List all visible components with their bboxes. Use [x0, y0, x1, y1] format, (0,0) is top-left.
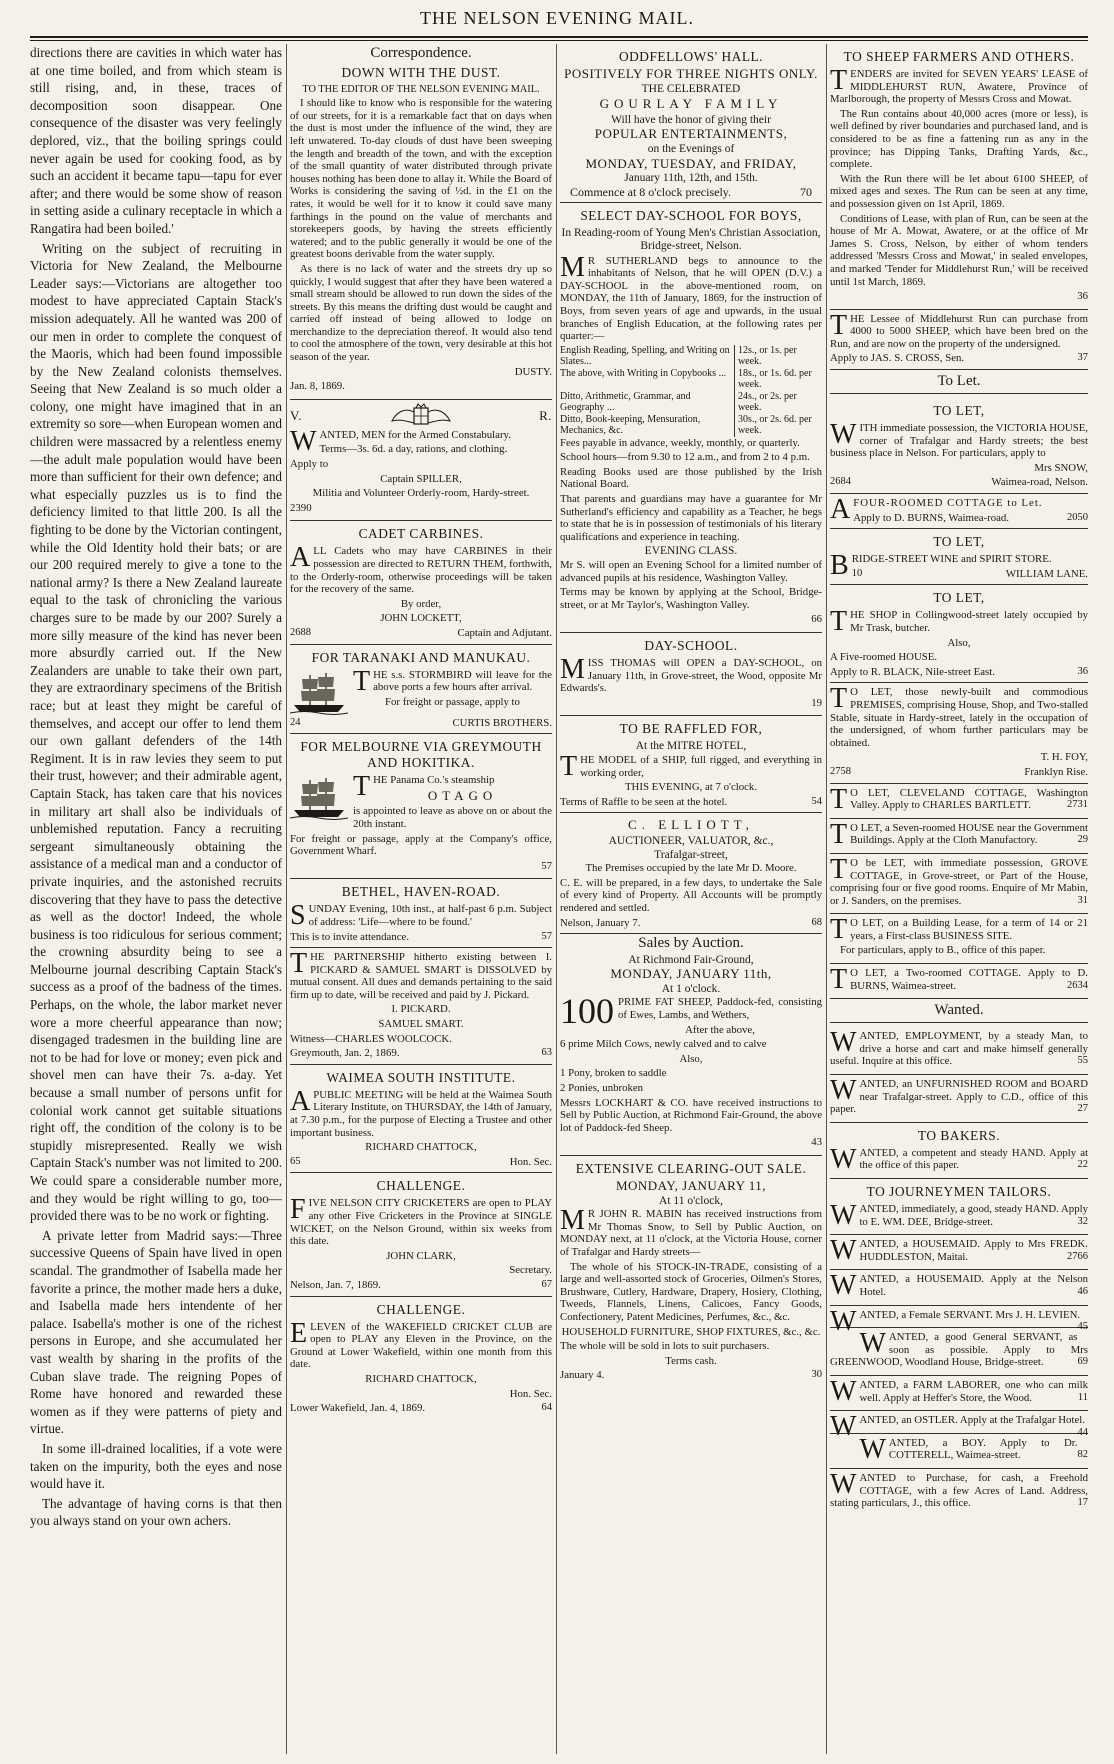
ad-subheading: At the MITRE HOTEL, — [635, 740, 747, 753]
ad-date: January 4. — [560, 1369, 605, 1382]
ad-body: HE Panama Co.'s steamship — [373, 774, 495, 787]
ad-to-let-cleveland — [830, 784, 1088, 819]
ad-paragraph: That parents and guardians may have a guarantee for Mr Sutherland's efficiency and capability as a Teacher, he begs to state that he is in possession of testimonials of his literary qualifications and experience in teaching. — [560, 493, 822, 543]
fee-subject: English Reading, Spelling, and Writing on Slates... — [560, 344, 730, 368]
drop-cap: W — [859, 1328, 886, 1360]
ad-body: LL Cadets who may have CARBINES in their possession are directed to RETURN THEM, forthwith, to the Orderly-room, otherwise proceedings will be taken for the recovery of the same. — [290, 545, 552, 596]
letter-salutation: TO THE EDITOR OF THE NELSON EVENING MAIL. — [302, 83, 540, 95]
ad-apply: Apply to R. BLACK, Nile-street East. — [830, 665, 995, 678]
fee-subject: The above, with Writing in Copybooks ... — [560, 367, 727, 379]
drop-cap: T — [830, 309, 848, 341]
ad-waimea-institute — [290, 1065, 552, 1174]
section-heading: Correspondence. — [370, 45, 472, 61]
ad-number: 55 — [1077, 1055, 1088, 1067]
ad-number: 64 — [541, 1402, 552, 1414]
ad-number: 68 — [811, 916, 822, 928]
drop-cap: W — [830, 1468, 857, 1500]
ad-body: ANTED to Purchase, for cash, a Freehold COTTAGE, with a few Acres of Land. Address, stating particulars, J., this office. — [830, 1471, 1088, 1510]
column-correspondence — [290, 44, 552, 1754]
article-paragraph: In some ill-drained localities, if a vote were taken on the impurity, both the eyes and nose would have it. — [30, 1440, 282, 1492]
ad-body: HE Lessee of Middlehurst Run can purchase from 4000 to 5000 SHEEP, which have been bred on the Run, and are now on the property of the undersigned. — [830, 312, 1088, 350]
ad-body: O LET, on a Building Lease, for a term of 14 or 21 years, a First-class BUSINESS SITE. — [850, 917, 1088, 942]
ad-line: After the above, — [685, 1023, 755, 1036]
drop-cap: B — [830, 550, 849, 582]
drop-cap: T — [830, 853, 848, 885]
correspondence-letter — [290, 44, 552, 400]
ad-heading: EXTENSIVE CLEARING-OUT SALE. — [575, 1161, 807, 1176]
ad-heading: CHALLENGE. — [376, 1178, 466, 1194]
ad-number: 29 — [1077, 834, 1088, 846]
ad-body: ANTED, a FARM LABORER, one who can milk well. Apply at Heffer's Store, the Wood. — [859, 1378, 1088, 1404]
ad-body: O LET, those newly-built and commodious PREMISES, comprising House, Shop, and Two-stalled Stable, situate in Hardy-street, lately in the occupation of the undersigned, of whom further particulars may be obtained. — [830, 686, 1088, 749]
drop-cap: F — [290, 1194, 306, 1226]
ad-to-let-shop — [830, 585, 1088, 683]
ad-subheading: POSITIVELY FOR THREE NIGHTS ONLY. — [564, 66, 818, 81]
drop-cap: T — [830, 914, 848, 946]
drop-cap: W — [830, 1075, 857, 1107]
ship-icon — [290, 774, 348, 820]
drop-cap: A — [290, 1085, 311, 1117]
ad-contact-name: Captain SPILLER, — [380, 472, 462, 485]
ad-address: Waimea-road, Nelson. — [991, 476, 1088, 489]
ad-contact-name: CURTIS BROTHERS. — [452, 716, 552, 729]
ad-signatory: I. PICKARD. — [391, 1003, 451, 1016]
table-row — [560, 414, 822, 437]
ad-to-let-victoria — [830, 398, 1088, 494]
ad-wanted-general-servant — [830, 1328, 1088, 1376]
ad-by-order: By order, — [400, 597, 442, 610]
drop-cap: W — [830, 419, 857, 451]
ad-heading: CHALLENGE. — [376, 1301, 466, 1317]
ad-number: 2390 — [290, 501, 312, 514]
ad-body: is appointed to leave as above on or about the 20th instant. — [353, 805, 552, 830]
article-paragraph: A private letter from Madrid says:—Three successive Queens of Spain have lived in open scandal. The grandmother of Isabella made her favorite a prince, the mother made hers a duke, and Isabella made hers intendente of her palace. Isabella's mother is one of the richest persons in Europe, and she accumulated her vast wealth by sharing in the profits of the Cuban slave trade. The reigning Popes of Rome have honored and rewarded these women as if they were patterns of piety and virtue. — [30, 1227, 282, 1437]
ad-number: 63 — [541, 1047, 552, 1059]
ad-line: Also, — [679, 1052, 703, 1065]
ad-contact-name: RICHARD CHATTOCK, — [365, 1141, 477, 1154]
fee-subject: Ditto, Book-keeping, Mensuration, Mechanics, &c. — [560, 413, 701, 437]
ad-line: THE CELEBRATED — [641, 82, 741, 95]
drop-cap: T — [830, 818, 848, 850]
ad-role: Secretary. — [509, 1264, 552, 1277]
ad-heading: ODDFELLOWS' HALL. — [618, 49, 764, 64]
ad-wanted-bakers — [830, 1123, 1088, 1179]
ad-date: MONDAY, JANUARY 11th, — [610, 966, 772, 982]
ad-time: At 1 o'clock. — [661, 982, 721, 995]
ad-body: ANTED, a BOY. Apply to Dr. COTTERELL, Waimea-street. — [888, 1436, 1078, 1462]
ad-apply: Apply to D. BURNS, Waimea-road. — [853, 511, 1010, 524]
column-divider — [286, 44, 287, 1754]
ad-to-let-grove-cottage — [830, 854, 1088, 914]
drop-cap: A — [830, 494, 851, 526]
ad-day-school — [560, 633, 822, 716]
ad-number: 2050 — [1067, 511, 1088, 523]
ad-wanted-tailors — [830, 1179, 1088, 1235]
drop-cap: T — [353, 665, 371, 697]
ad-place: At Richmond Fair-Ground, — [628, 953, 754, 966]
letter-date: Jan. 8, 1869. — [290, 380, 345, 393]
ad-body: ITH immediate possession, the VICTORIA HOUSE, corner of Trafalgar and Hardy streets; the best business place in Nelson. For particulars, apply to — [830, 422, 1088, 460]
drop-cap: W — [830, 1027, 857, 1059]
ad-contact-name: WILLIAM LANE. — [1005, 567, 1088, 580]
ad-heading: TO LET, — [933, 403, 985, 419]
ad-freight: For freight or passage, apply at the Company's office, Government Wharf. — [290, 832, 552, 858]
section-heading-to-let: To Let. — [830, 373, 1088, 394]
ad-contact-name: JOHN CLARK, — [386, 1249, 456, 1262]
ad-select-day-school — [560, 203, 822, 633]
ad-to-let-four-roomed — [830, 494, 1088, 529]
royal-arms-icon — [386, 403, 456, 429]
ad-number: 11 — [1077, 1391, 1088, 1403]
article-paragraph: Writing on the subject of recruiting in Victoria for New Zealand, the Melbourne Leader says:—Victorians are altogether too modest to have appreciated Captain Stack's mission adequately. All he wanted was 200 of our men in order to complete the conquest of the Maoris, which had been found impossible by the New Zealand colonists themselves. Seeing that New Zealand is so much older a colony, one might have imagined that in an extremity so sore—when European women and children were massacred by a relentless enemy—the adult male population would have been more than sufficient for their own defence; and what especially puzzles us is to find the deficiency limited to that little 200. Is all the fighting to be done by the Victorian contingent, while the Old Identity hold their bats; or are our 200 required merely to give a tone to the national army? Is there a New Zealand laureate equal to the task of chronicling the various charges sure to be made by our 200? Surely a more silly measure of the kind has never been more absurdly carried out. If the New Zealanders are unable to take their own part, they are extraordinary specimens of the British race; but at least they might be careful of themselves, and accept our offer to lend them our own gallant defenders of the 14th Regiment. It is in raw levies they seem to put their trust, however; and their admirable agent, Captain Stack, has taken care that his novices in military art shall also be individuals of unblemished reputation. Fancy a recruiting sergeant simultaneously obtaining the assistance of a medical man and a conductor of private inquiries, and the astonished recruits discovering that they have to pass the detective as well as the doctor! Indeed, the whole business is too ridiculous for serious comment; the crowning absurdity being to see a Melbourne journal describing Captain Stack's success as a proof of the badness of the times. Perhaps, on the whole, the labor market never wore a more cheerful appearance than now; disengaged tradesmen in the building line are not to be had for love or money; even pick and shovel men can have their 7s. a-day. Yet because a small number of persons unfit for colonial work cannot get suitable situations right off, the condition of the colony is to be stupidly misrepresented. Really we wish Captain Stack's number was not limited to 200. We could spare a considerable number more, and they would be right willing to go, too—provided there was to be no work or fighting. — [30, 240, 282, 1224]
ad-signatory: SAMUEL SMART. — [378, 1018, 464, 1031]
ad-number: 44 — [1077, 1426, 1088, 1438]
drop-cap: M — [560, 654, 585, 685]
fee-rate: 24s., or 2s. per week. — [734, 391, 822, 414]
ad-number: 65 — [290, 1155, 301, 1167]
ad-subheading: EVENING CLASS. — [644, 545, 738, 558]
ad-number: 27 — [1077, 1103, 1088, 1115]
drop-cap: E — [290, 1317, 308, 1349]
ad-body: O LET, a Two-roomed COTTAGE. Apply to D. BURNS, Waimea-street. — [850, 967, 1088, 992]
ad-wanted-freehold — [830, 1469, 1088, 1516]
ad-body: ANTED, a competent and steady HAND. Apply at the office of this paper. — [859, 1146, 1088, 1172]
ad-paragraph: Fees payable in advance, weekly, monthly, or quarterly. — [560, 436, 800, 449]
ad-body: ANTED, an UNFURNISHED ROOM and BOARD near Trafalgar-street. Apply to C.D., office of this paper. — [830, 1078, 1088, 1116]
ad-sheep-farmers — [830, 44, 1088, 310]
article-paragraph: The advantage of having corns is that then you always stand on your own achers. — [30, 1495, 282, 1529]
ad-number: 36 — [1077, 665, 1088, 677]
drop-cap: T — [290, 948, 308, 980]
table-row — [560, 391, 822, 414]
ad-paragraph: Reading Books used are those published by the Irish National Board. — [560, 465, 822, 491]
ad-contact-name: JOHN LOCKETT, — [380, 612, 462, 625]
drop-cap: W — [830, 1143, 857, 1175]
ad-body: R SUTHERLAND begs to announce to the inhabitants of Nelson, that he will OPEN (D.V.) a DAY-SCHOOL in the above-mentioned room, on MONDAY, the 11th of January, 1869, for the instruction of Boys, from seven years of age and upwards, in the usual branches of English Education, at the following rates per quarter:— — [560, 254, 822, 343]
ad-wanted-employment — [830, 1027, 1088, 1075]
letter-paragraph: As there is no lack of water and the streets dry up so quickly, I would suggest that after they have been watered a small stream should be allowed to run down the sides of the streets. By this means the drifting dust would be caught and carried off instead of being allowed to lodge on merchandize to the depreciation thereof. It would also tend to cool the atmosphere of the town, very desirable at this hot season of the year. — [290, 262, 552, 364]
drop-cap: A — [290, 542, 311, 574]
ad-wanted-farm-laborer — [830, 1376, 1088, 1411]
ad-body: PUBLIC MEETING will be held at the Waimea South Literary Institute, on THURSDAY, the 14th of January, at 7.30 p.m., for the purpose of Electing a Trustee and other important business. — [290, 1088, 552, 1139]
ad-heading: SELECT DAY-SCHOOL FOR BOYS, — [580, 208, 802, 224]
ad-terms: Terms—3s. 6d. a day, rations, and clothing. — [319, 443, 508, 456]
ad-number: 43 — [811, 1136, 822, 1149]
ad-heading: TO LET, — [933, 534, 985, 550]
ad-performers: GOURLAY FAMILY — [599, 96, 783, 112]
ad-number: 2766 — [1067, 1250, 1088, 1262]
ad-days: MONDAY, TUESDAY, and FRIDAY, — [585, 155, 797, 171]
ad-paragraph: Conditions of Lease, with plan of Run, can be seen at the house of Mr A. Mowat, Awatere, or at the office of Mr James S. Cross, Nelson, by either of whom tenders addressed 'Messrs Cross and Mowat,' in sealed envelopes, and marked 'Tender for Middlehurst Run,' will be received until 1st March, 1869. — [830, 212, 1088, 288]
ad-number: 57 — [541, 859, 552, 872]
ad-number: 10 — [851, 567, 863, 579]
royal-cipher-left: V. — [290, 407, 302, 423]
ad-body: ANTED, a HOUSEMAID. Apply at the Nelson Hotel. — [859, 1273, 1088, 1298]
ad-body: ENDERS are invited for SEVEN YEARS' LEASE of MIDDLEHURST RUN, Awatere, Province of Marlborough, the property of Messrs Cross and Mowat. — [830, 68, 1088, 106]
ad-wanted-housemaid-hotel — [830, 1270, 1088, 1305]
ad-taranaki — [290, 645, 552, 735]
ad-number: 45 — [1077, 1321, 1088, 1333]
ad-line: POPULAR ENTERTAINMENTS, — [594, 126, 788, 142]
ad-body: FOUR-ROOMED COTTAGE to Let. — [853, 497, 1043, 510]
drop-cap: W — [830, 1375, 857, 1407]
section-heading-wanted: Wanted. — [830, 1002, 1088, 1023]
ad-paragraph: The Run contains about 40,000 acres (more or less), is well defined by river boundaries and purchased land, and is considered to be as fine a fattening run as any in the province; has Dipping Tanks, Drafting Yards, &c., complete. — [830, 107, 1088, 171]
ad-contact-name: Mrs SNOW, — [1034, 461, 1088, 474]
ad-number: 82 — [1077, 1449, 1088, 1461]
masthead-title: THE NELSON EVENING MAIL. — [420, 8, 694, 28]
ad-line: 2 Ponies, unbroken — [560, 1082, 644, 1095]
ad-body: HE MODEL of a SHIP, full rigged, and everything in working order, — [580, 753, 822, 779]
lot-quantity: 100 — [560, 991, 614, 1032]
ad-number: 32 — [1077, 1215, 1088, 1227]
ad-invite: This is to invite attendance. — [290, 930, 410, 943]
ad-body: ANTED, immediately, a good, steady HAND. Apply to E. WM. DEE, Bridge-street. — [859, 1203, 1088, 1228]
ad-number: 30 — [811, 1369, 822, 1381]
ad-place-date: Nelson, Jan. 7, 1869. — [290, 1278, 381, 1291]
ad-number: 2731 — [1067, 799, 1088, 811]
ad-number: 67 — [541, 1278, 552, 1290]
drop-cap: W — [830, 1235, 857, 1267]
ad-premises: The Premises occupied by the late Mr D. Moore. — [585, 862, 797, 875]
ad-auction-sheep — [560, 934, 822, 1156]
ad-apply: Apply to — [290, 458, 329, 471]
ad-body: O be LET, with immediate possession, GROVE COTTAGE, in Grove-street, or Part of the House, comprising four or five good rooms. Enquire of Mr Mabin, or J. Sanders, on the premises. — [830, 856, 1088, 907]
masthead-rule-thin — [30, 40, 1088, 41]
drop-cap: W — [859, 1433, 886, 1465]
ad-apply: Apply to JAS. S. CROSS, Sen. — [830, 352, 965, 365]
ad-heading: TO LET, — [933, 590, 985, 606]
ad-date: MONDAY, JANUARY 11, — [615, 1178, 767, 1193]
ad-subheading: In Reading-room of Young Men's Christian Association, Bridge-street, Nelson. — [561, 227, 821, 252]
ad-contact-name: RICHARD CHATTOCK, — [365, 1372, 477, 1385]
ad-body: C. E. will be prepared, in a few days, to undertake the Sale of every kind of Property. All Accounts will be promptly rendered and settled. — [560, 876, 822, 914]
ad-heading: WAIMEA SOUTH INSTITUTE. — [326, 1069, 516, 1085]
ad-number: 54 — [811, 795, 822, 807]
ad-subheading: AUCTIONEER, VALUATOR, &c., — [608, 834, 774, 847]
ad-wanted-housemaid — [830, 1235, 1088, 1270]
drop-cap: T — [353, 771, 371, 803]
ad-cadet-carbines — [290, 521, 552, 644]
ad-body: ANTED, an OSTLER. Apply at the Trafalgar Hotel. — [859, 1414, 1085, 1427]
ad-number: 2634 — [1067, 979, 1088, 991]
ad-line: The whole will be sold in lots to suit purchasers. — [560, 1340, 770, 1353]
ship-icon — [290, 669, 348, 715]
ad-body: O LET, a Seven-roomed HOUSE near the Government Buildings. Apply at the Cloth Manufactory. — [850, 821, 1088, 847]
drop-cap: M — [560, 251, 585, 283]
ad-paragraph: School hours—from 9.30 to 12 a.m., and from 2 to 4 p.m. — [560, 451, 810, 464]
ad-body: UNDAY Evening, 10th inst., at half-past 6 p.m. Subject of address: 'Life—where to be found.' — [308, 903, 552, 928]
table-row — [560, 368, 822, 391]
drop-cap: W — [830, 1411, 857, 1443]
ad-number: 31 — [1077, 894, 1088, 906]
ad-wanted-boy — [830, 1434, 1088, 1469]
ad-paragraph: With the Run there will be let about 6100 SHEEP, of mixed ages and sexes. The Run can be seen at any time, and possession given on 1st April, 1869. — [830, 172, 1088, 210]
ad-line: 6 prime Milch Cows, newly calved and to calve — [560, 1038, 767, 1051]
ad-body: ANTED, a Female SERVANT. Mrs J. H. LEVIEN. — [859, 1308, 1081, 1321]
ad-lessee — [830, 310, 1088, 370]
ad-terms: Terms of Raffle to be seen at the hotel. — [560, 795, 728, 808]
ad-number: 36 — [1077, 290, 1088, 303]
ad-to-let-premises — [830, 683, 1088, 783]
drop-cap: M — [560, 1205, 585, 1237]
ad-body: HE SHOP in Collingwood-street lately occupied by Mr Trask, butcher. — [850, 609, 1088, 634]
ad-number: 19 — [811, 696, 822, 709]
ad-paragraph: For particulars, apply to B., office of this paper. — [840, 944, 1046, 957]
column-classifieds — [830, 44, 1088, 1754]
ad-number: 22 — [1077, 1159, 1088, 1171]
ad-commence: Commence at 8 o'clock precisely. — [570, 184, 731, 199]
ad-dates: January 11th, 12th, and 15th. — [624, 172, 758, 185]
column-divider — [556, 44, 557, 1754]
letter-signature: DUSTY. — [514, 365, 552, 378]
ad-number: 17 — [1077, 1497, 1088, 1509]
royal-cipher-right: R. — [539, 407, 552, 423]
ad-body: IVE NELSON CITY CRICKETERS are open to PLAY any other Five Cricketers in the Province at SINGLE WICKET, on the Nelson Ground, within six weeks from this date. — [290, 1197, 552, 1248]
ad-number: 70 — [800, 184, 812, 199]
ad-number: 2684 — [830, 476, 851, 488]
ad-body: HE PARTNERSHIP hitherto existing between I. PICKARD & SAMUEL SMART is DISSOLVED by mutual consent. All dues and demands pertaining to the said firm up to date, will be received and paid by J. Pickard. — [290, 951, 552, 1001]
ad-body: O LET, CLEVELAND COTTAGE, Washington Valley. Apply to CHARLES BARTLETT. — [850, 786, 1088, 812]
letter-title: DOWN WITH THE DUST. — [341, 64, 501, 80]
ad-to-let-building-lease — [830, 914, 1088, 964]
ad-body: PRIME FAT SHEEP, Paddock-fed, consisting of Ewes, Lambs, and Wethers, — [618, 996, 822, 1022]
ad-place-date: Lower Wakefield, Jan. 4, 1869. — [290, 1402, 426, 1415]
ad-elliott-auctioneer — [560, 813, 822, 934]
ad-body: The whole of his STOCK-IN-TRADE, consisting of a large and well-assorted stock of Groceries, Oilmen's Stores, Brushware, Cutlery, Hardware, Drapery, Hosiery, Clothing, Tweeds, Flannels, Linens, Calicoes, Fancy Goods, Confectionery, Patent Medicines, Perfumes, &c., &c. — [560, 1260, 822, 1323]
drop-cap: W — [830, 1200, 857, 1231]
ad-paragraph: Mr S. will open an Evening School for a limited number of advanced pupils at his residence, Washington Valley. — [560, 559, 822, 584]
drop-cap: T — [830, 783, 848, 815]
ad-body: ANTED, a HOUSEMAID. Apply to Mrs FREDK. HUDDLESTON, Maitai. — [859, 1238, 1088, 1263]
ad-number: 2688 — [290, 626, 311, 638]
ad-body: ANTED, MEN for the Armed Constabulary. — [319, 428, 511, 441]
fees-table — [560, 345, 822, 437]
ad-number: 24 — [290, 716, 301, 728]
ad-heading: FOR TARANAKI AND MANUKAU. — [311, 649, 531, 665]
ad-heading: BETHEL, HAVEN-ROAD. — [341, 884, 501, 900]
drop-cap: W — [830, 1305, 857, 1337]
ad-heading: TO BE RAFFLED FOR, — [619, 721, 763, 737]
section-heading: Sales by Auction. — [638, 935, 744, 952]
ad-number: 2758 — [830, 765, 851, 777]
drop-cap: T — [830, 964, 848, 996]
article-paragraph: directions there are cavities in which water has at one time boiled, and from which steam is still rising, and, in these, traces of decomposition soon disappear. One consequence of the disaster was very feelingly deplored, viz., that the boiling springs could never again be used for cooking food, as by such an accident it became tapu—tapu for ever after; and there would be some show of reason in setting aside a culinary receptacle in which a Rangatira had been boiled.' — [30, 45, 282, 236]
ad-time: At 11 o'clock, — [659, 1194, 723, 1207]
ad-witness: Witness—CHARLES WOOLCOCK. — [290, 1032, 452, 1045]
ad-oddfellows-hall — [560, 44, 822, 203]
ad-line: 1 Pony, broken to saddle — [560, 1067, 667, 1080]
ad-challenge-wakefield — [290, 1297, 552, 1419]
column-notices — [560, 44, 822, 1754]
ad-paragraph: Terms may be known by applying at the School, Bridge-street, or at Mr Taylor's, Washington Valley. — [560, 586, 822, 611]
ad-wanted-ostler — [830, 1411, 1088, 1443]
ad-number: 66 — [811, 613, 822, 626]
ad-freight: For freight or passage, apply to — [385, 695, 520, 708]
ad-address: Militia and Volunteer Orderly-room, Hardy-street. — [312, 487, 530, 500]
ad-to-let-two-roomed — [830, 964, 1088, 999]
column-divider — [826, 44, 827, 1754]
ad-body: LEVEN of the WAKEFIELD CRICKET CLUB are open to PLAY any Eleven in the Province, on the Ground at Lower Wakefield, within one month from this date. — [290, 1320, 552, 1371]
ad-line: Also, — [947, 636, 971, 649]
ad-role: Captain and Adjutant. — [457, 626, 552, 639]
ad-wanted-men — [290, 400, 552, 522]
ad-role: Hon. Sec. — [509, 1155, 552, 1168]
ad-body: ANTED, a good General SERVANT, as soon as possible. Apply to Mrs GREENWOOD, Woodland House, Bridge-street. — [830, 1331, 1088, 1369]
ad-heading: TO BAKERS. — [917, 1127, 1001, 1143]
ad-challenge-nelson — [290, 1173, 552, 1296]
ad-heading: FOR MELBOURNE VIA GREYMOUTH AND HOKITIKA. — [300, 739, 542, 771]
ad-heading: TO JOURNEYMEN TAILORS. — [866, 1184, 1052, 1199]
ad-line: Will have the honor of giving their — [611, 113, 771, 126]
column-editorial — [30, 44, 282, 1754]
ad-line: on the Evenings of — [647, 142, 735, 155]
ad-melbourne — [290, 734, 552, 879]
fee-rate: 18s., or 1s. 6d. per week. — [734, 368, 822, 391]
ad-raffle — [560, 716, 822, 813]
ad-wanted-servant — [830, 1305, 1088, 1337]
ad-time: THIS EVENING, at 7 o'clock. — [624, 781, 758, 794]
ad-line: HOUSEHOLD FURNITURE, SHOP FIXTURES, &c., &c. — [561, 1325, 821, 1338]
ad-number: 46 — [1077, 1285, 1088, 1297]
ad-line: A Five-roomed HOUSE. — [830, 651, 938, 664]
ad-heading: C. ELLIOTT, — [628, 817, 754, 833]
letter-paragraph: I should like to know who is responsible for the watering of our streets, for it is a remarkable fact that on days when the dust is most under the influence of the wind, they are left unwatered. To-day clouds of dust have been sweeping the length and breadth of the town, and with the exception of the small quantity of water distributed through private houses nothing has been done to allay it. While the Board of Works is considering the saving of ½d. in the £1 on the rates, it would be well for it to know it could save many farthings in the pound on the value of merchants and storekeepers goods, by having the streets efficiently watered; and to the public generally it would be one of the greatest boons derivable from the water supply. — [290, 97, 552, 261]
drop-cap: T — [560, 750, 578, 782]
ad-body: ANTED, EMPLOYMENT, by a steady Man, to drive a horse and cart and make himself generally useful. Inquire at this office. — [830, 1030, 1088, 1068]
ad-place-date: Greymouth, Jan. 2, 1869. — [290, 1047, 400, 1060]
drop-cap: W — [830, 1270, 857, 1302]
ship-name: OTAGO — [427, 787, 498, 803]
ad-contact-name: T. H. FOY, — [1040, 751, 1088, 764]
ad-to-let-seven-roomed — [830, 819, 1088, 854]
ad-heading: DAY-SCHOOL. — [644, 638, 738, 653]
ad-address: Franklyn Rise. — [1024, 765, 1088, 778]
ad-terms: Terms cash. — [665, 1354, 717, 1367]
ad-street: Trafalgar-street, — [654, 848, 728, 861]
ad-to-let-bridge-street — [830, 529, 1088, 585]
ad-body: RIDGE-STREET WINE and SPIRIT STORE. — [851, 553, 1052, 566]
fee-rate: 12s., or 1s. per week. — [734, 345, 822, 368]
ad-place-date: Nelson, January 7. — [560, 916, 641, 929]
ad-body: Messrs LOCKHART & CO. have received instructions to Sell by Public Auction, at Richmond Fair-Ground, the above lot of Paddock-fed Sheep. — [560, 1096, 822, 1134]
ad-bethel — [290, 879, 552, 948]
ad-body: HE s.s. STORMBIRD will leave for the above ports a few hours after arrival. — [373, 668, 552, 694]
drop-cap: T — [830, 65, 848, 96]
ad-wanted-room — [830, 1075, 1088, 1123]
drop-cap: T — [830, 606, 848, 638]
ad-heading: CADET CARBINES. — [358, 526, 484, 542]
table-row — [560, 345, 822, 368]
ad-clearing-sale — [560, 1156, 822, 1386]
ad-body: ISS THOMAS will OPEN a DAY-SCHOOL, on January 11th, in Grove-street, the Wood, opposite Mr Edwards's. — [560, 657, 822, 695]
fee-subject: Ditto, Arithmetic, Grammar, and Geography ... — [560, 390, 691, 414]
ad-number: 37 — [1077, 352, 1088, 364]
ad-number: 69 — [1077, 1356, 1088, 1368]
ad-heading: TO SHEEP FARMERS AND OTHERS. — [843, 49, 1075, 64]
ad-partnership — [290, 948, 552, 1065]
ad-role: Hon. Sec. — [509, 1387, 552, 1400]
masthead-rule — [30, 36, 1088, 38]
drop-cap: W — [290, 425, 317, 457]
fee-rate: 30s., or 2s. 6d. per week. — [734, 414, 822, 437]
ad-number: 57 — [541, 930, 552, 942]
drop-cap: T — [830, 683, 848, 715]
ad-body: R JOHN R. MABIN has received instructions from Mr Thomas Snow, to Sell by Public Auction, on MONDAY next, at 11 o'clock, at the Victoria House, corner of Trafalgar and Hardy streets— — [560, 1208, 822, 1258]
drop-cap: S — [290, 900, 306, 932]
